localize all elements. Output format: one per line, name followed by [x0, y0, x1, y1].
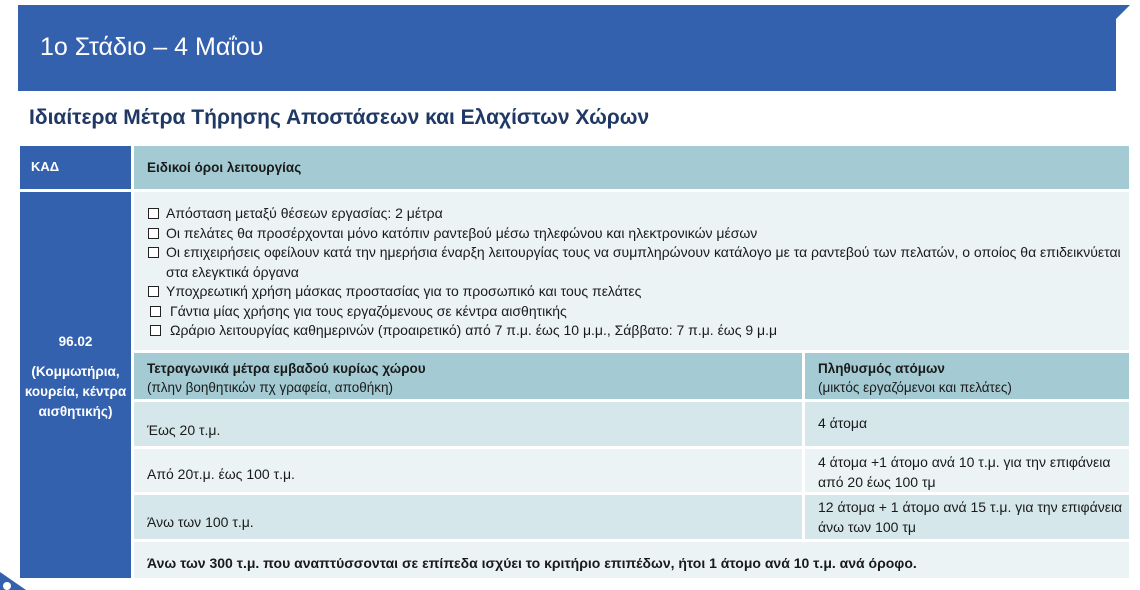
corner-dot-icon: [3, 582, 11, 590]
table-footer-note: Άνω των 300 τ.μ. που αναπτύσσονται σε επίπεδα ισχύει το κριτήριο επιπέδων, ήτοι 1 άτομο ανά 10 τ.μ. ανά όροφο.: [134, 542, 1129, 578]
people-subheader-title: Πληθυσμός ατόμων: [818, 361, 945, 376]
kad-column-header: ΚΑΔ: [20, 146, 131, 189]
list-item: Απόσταση μεταξύ θέσεων εργασίας: 2 μέτρα: [148, 204, 1123, 224]
table-row-people: 4 άτομα +1 άτομο ανά 10 τ.μ. για την επιφάνεια από 20 έως 100 τμ: [805, 449, 1129, 492]
list-item: Υποχρεωτική χρήση μάσκας προστασίας για το προσωπικό και τους πελάτες: [148, 282, 1123, 302]
section-title: Ιδιαίτερα Μέτρα Τήρησης Αποστάσεων και Ελαχίστων Χώρων: [29, 106, 650, 129]
checkbox-bullet-icon: [148, 247, 159, 258]
table-row-area: Έως 20 τ.μ.: [134, 402, 802, 446]
checkbox-bullet-icon: [150, 306, 161, 317]
area-subheader-note: (πλην βοηθητικών πχ γραφεία, αποθήκη): [147, 380, 393, 395]
terms-cell: [134, 192, 1129, 350]
checkbox-bullet-icon: [148, 208, 159, 219]
kad-code: 96.02: [58, 334, 93, 349]
kad-cell: [20, 192, 131, 578]
slide-title: 1ο Στάδιο – 4 Μαΐου: [40, 33, 264, 61]
kad-description: (Κομμωτήρια, κουρεία, κέντρα αισθητικής): [24, 364, 127, 419]
area-subheader: [134, 353, 802, 399]
people-subheader: [805, 353, 1129, 399]
title-banner: [18, 5, 1116, 91]
checkbox-bullet-icon: [148, 228, 159, 239]
checkbox-bullet-icon: [150, 325, 161, 336]
table-row-people: 12 άτομα + 1 άτομο ανά 15 τ.μ. για την επιφάνεια άνω των 100 τμ: [805, 495, 1129, 539]
list-item: Γάντια μίας χρήσης για τους εργαζόμενους σε κέντρα αισθητικής: [148, 302, 1123, 322]
banner-corner-fold: [1116, 5, 1130, 19]
area-subheader-title: Τετραγωνικά μέτρα εμβαδού κυρίως χώρου: [147, 361, 426, 376]
table-row-area: Από 20τ.μ. έως 100 τ.μ.: [134, 449, 802, 492]
people-subheader-note: (μικτός εργαζόμενοι και πελάτες): [818, 380, 1012, 395]
terms-bullet-list: [148, 204, 1123, 341]
table-row-area: Άνω των 100 τ.μ.: [134, 495, 802, 539]
list-item: Οι επιχειρήσεις οφείλουν κατά την ημερήσια έναρξη λειτουργίας τους να συμπληρώνουν κατάλογο με τα ραντεβού των πελατών, ο οποίος θα επιδεικνύεται στα ελεγκτικά όργανα: [148, 243, 1123, 282]
list-item: Οι πελάτες θα προσέρχονται μόνο κατόπιν ραντεβού μέσω τηλεφώνου και ηλεκτρονικών μέσων: [148, 224, 1123, 244]
list-item: Ωράριο λειτουργίας καθημερινών (προαιρετικό) από 7 π.μ. έως 10 μ.μ., Σάββατο: 7 π.μ. έως 9 μ.μ: [148, 321, 1123, 341]
table-row-people: 4 άτομα: [805, 402, 1129, 446]
terms-column-header: Ειδικοί όροι λειτουργίας: [134, 146, 1129, 189]
checkbox-bullet-icon: [148, 286, 159, 297]
